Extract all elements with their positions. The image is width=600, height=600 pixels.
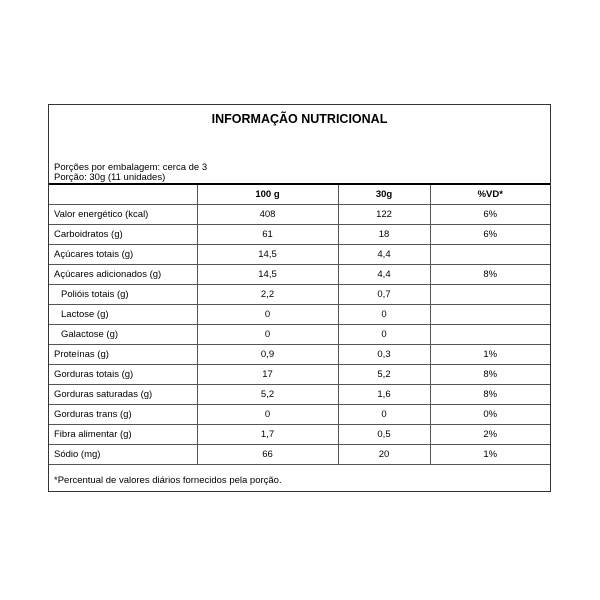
nutrition-facts-label bbox=[48, 104, 551, 492]
value-per-serving: 122 bbox=[338, 205, 430, 225]
nutrient-name: Polióis totais (g) bbox=[49, 285, 197, 305]
value-per-100g: 2,2 bbox=[197, 285, 338, 305]
nutrient-name: Sódio (mg) bbox=[49, 445, 197, 465]
nutrient-name: Gorduras saturadas (g) bbox=[49, 385, 197, 405]
daily-value: 8% bbox=[430, 385, 550, 405]
value-per-serving: 4,4 bbox=[338, 245, 430, 265]
nutrient-name: Gorduras totais (g) bbox=[49, 365, 197, 385]
value-per-serving: 0 bbox=[338, 305, 430, 325]
table-row bbox=[49, 205, 550, 225]
nutrient-name: Lactose (g) bbox=[49, 305, 197, 325]
daily-value: 1% bbox=[430, 445, 550, 465]
value-per-100g: 14,5 bbox=[197, 245, 338, 265]
table-row bbox=[49, 225, 550, 245]
table-row bbox=[49, 365, 550, 385]
label-title: INFORMAÇÃO NUTRICIONAL bbox=[211, 112, 388, 126]
table-row bbox=[49, 265, 550, 285]
table-row bbox=[49, 305, 550, 325]
value-per-serving: 5,2 bbox=[338, 365, 430, 385]
table-row bbox=[49, 385, 550, 405]
value-per-serving: 1,6 bbox=[338, 385, 430, 405]
value-per-100g: 408 bbox=[197, 205, 338, 225]
daily-value: 8% bbox=[430, 265, 550, 285]
value-per-serving: 0 bbox=[338, 325, 430, 345]
value-per-100g: 1,7 bbox=[197, 425, 338, 445]
table-row bbox=[49, 325, 550, 345]
daily-value bbox=[430, 305, 550, 325]
daily-value: 0% bbox=[430, 405, 550, 425]
value-per-100g: 61 bbox=[197, 225, 338, 245]
nutrient-name: Galactose (g) bbox=[49, 325, 197, 345]
table-header-row bbox=[49, 185, 550, 205]
nutrient-name: Fibra alimentar (g) bbox=[49, 425, 197, 445]
column-header-daily-value: %VD* bbox=[430, 185, 550, 205]
value-per-100g: 0 bbox=[197, 305, 338, 325]
footnote: *Percentual de valores diários fornecidos pela porção. bbox=[54, 475, 282, 486]
value-per-serving: 0,7 bbox=[338, 285, 430, 305]
value-per-serving: 4,4 bbox=[338, 265, 430, 285]
value-per-serving: 20 bbox=[338, 445, 430, 465]
serving-info bbox=[54, 163, 207, 183]
table-row bbox=[49, 425, 550, 445]
servings-per-package: Porções por embalagem: cerca de 3 bbox=[54, 162, 208, 173]
value-per-100g: 0 bbox=[197, 405, 338, 425]
table-row bbox=[49, 345, 550, 365]
daily-value bbox=[430, 285, 550, 305]
table-row bbox=[49, 405, 550, 425]
nutrient-name: Açúcares totais (g) bbox=[49, 245, 197, 265]
daily-value bbox=[430, 325, 550, 345]
daily-value: 6% bbox=[430, 225, 550, 245]
column-header-per-serving: 30g bbox=[338, 185, 430, 205]
daily-value bbox=[430, 245, 550, 265]
nutrient-name: Valor energético (kcal) bbox=[49, 205, 197, 225]
column-header-per-100g: 100 g bbox=[197, 185, 338, 205]
daily-value: 6% bbox=[430, 205, 550, 225]
nutrient-name: Proteínas (g) bbox=[49, 345, 197, 365]
daily-value: 2% bbox=[430, 425, 550, 445]
value-per-serving: 0 bbox=[338, 405, 430, 425]
nutrient-name: Carboidratos (g) bbox=[49, 225, 197, 245]
table-row bbox=[49, 445, 550, 465]
value-per-serving: 0,3 bbox=[338, 345, 430, 365]
value-per-serving: 18 bbox=[338, 225, 430, 245]
serving-size: Porção: 30g (11 unidades) bbox=[54, 172, 166, 183]
table-row bbox=[49, 245, 550, 265]
value-per-100g: 0,9 bbox=[197, 345, 338, 365]
value-per-serving: 0,5 bbox=[338, 425, 430, 445]
nutrient-name: Gorduras trans (g) bbox=[49, 405, 197, 425]
nutrition-table bbox=[49, 185, 550, 465]
value-per-100g: 5,2 bbox=[197, 385, 338, 405]
daily-value: 1% bbox=[430, 345, 550, 365]
value-per-100g: 17 bbox=[197, 365, 338, 385]
value-per-100g: 0 bbox=[197, 325, 338, 345]
table-row bbox=[49, 285, 550, 305]
column-header-nutrient bbox=[49, 185, 197, 205]
daily-value: 8% bbox=[430, 365, 550, 385]
value-per-100g: 66 bbox=[197, 445, 338, 465]
value-per-100g: 14,5 bbox=[197, 265, 338, 285]
nutrient-name: Açúcares adicionados (g) bbox=[49, 265, 197, 285]
